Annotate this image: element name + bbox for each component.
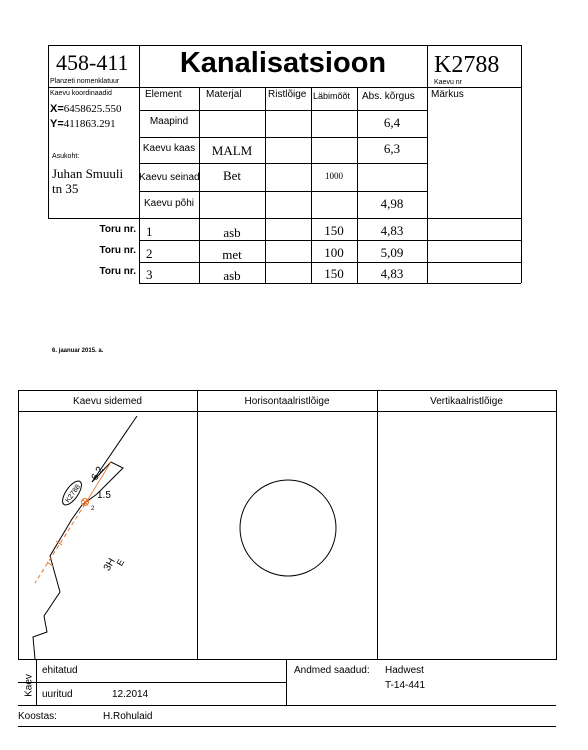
coord-y-label: Y= xyxy=(50,118,64,130)
coord-x-value: 6458625.550 xyxy=(63,103,122,115)
col-header-note: Märkus xyxy=(431,89,464,100)
pipe-number: 1 xyxy=(146,224,153,239)
coord-x-label: X= xyxy=(50,103,64,115)
dim-label: 2 xyxy=(91,506,95,512)
row-material: Bet xyxy=(222,168,242,183)
location-label: Asukoht: xyxy=(52,153,80,160)
row-label: Kaevu kaas xyxy=(142,143,196,154)
col-header-abs: Abs. kõrgus xyxy=(362,91,415,102)
coords-label: Kaevu koordinaadid xyxy=(50,90,112,97)
dim-label: 6.2 xyxy=(89,464,107,483)
row-label: Kaevu põhi xyxy=(143,198,195,209)
building-outline xyxy=(33,416,137,659)
row-label: Kaevu seinad xyxy=(139,172,200,183)
well-number: K2788 xyxy=(434,52,500,78)
pipe-abs: 5,09 xyxy=(380,245,404,260)
pipe-diameter: 150 xyxy=(324,223,344,238)
data-from-label: Andmed saadud: xyxy=(294,665,370,676)
nomenclature-label: Planzeti nomenklatuur xyxy=(50,78,120,85)
location-line2: tn 35 xyxy=(52,181,79,196)
compiled-label: Koostas: xyxy=(18,711,57,722)
col-header-element: Element xyxy=(145,89,182,100)
pipe-label: Toru nr. xyxy=(99,224,136,235)
built-label: ehitatud xyxy=(42,665,78,676)
pipe-material: met xyxy=(222,247,242,262)
pipe-abs: 4,83 xyxy=(380,223,404,238)
dim-label: 1.5 xyxy=(97,490,111,501)
data-from-value: T-14-441 xyxy=(385,680,426,691)
page-title: Kanalisatsioon xyxy=(179,47,387,79)
pipe-number: 3 xyxy=(146,267,153,282)
well-number-label: Kaevu nr xyxy=(434,79,463,86)
pipe-diameter: 100 xyxy=(324,245,344,260)
row-abs: 6,4 xyxy=(383,115,401,130)
horizontal-section-circle xyxy=(240,480,336,576)
building-label: E xyxy=(114,557,127,568)
well-label: K2788 xyxy=(64,483,82,505)
col-title-horizontal: Horisontaalristlõige xyxy=(244,396,330,407)
document-date: 6. jaanuar 2015. a. xyxy=(52,348,104,354)
pipe-abs: 4,83 xyxy=(380,266,404,281)
row-label: Maapind xyxy=(149,116,189,127)
row-abs: 4,98 xyxy=(380,196,404,211)
row-abs: 6,3 xyxy=(383,141,401,156)
pipe-label: Toru nr. xyxy=(99,245,136,256)
compiled-value: H.Rohulaid xyxy=(103,711,153,722)
footer-side-label: Kaev xyxy=(23,674,35,697)
pipe-label: Toru nr. xyxy=(99,266,136,277)
row-material: MALM xyxy=(211,143,253,158)
nomenclature-code: 458-411 xyxy=(56,50,129,75)
col-header-diameter: Läbimõõt xyxy=(313,91,351,101)
surveyed-date: 12.2014 xyxy=(112,689,149,700)
row-diameter: 1000 xyxy=(325,171,343,181)
col-title-connections: Kaevu sidemed xyxy=(73,396,142,407)
pipe-material: asb xyxy=(223,225,241,240)
pipe-diameter: 150 xyxy=(324,266,344,281)
data-from-value: Hadwest xyxy=(385,665,424,676)
pipe-number: 2 xyxy=(146,246,153,261)
col-header-cross: Ristlõige xyxy=(268,89,307,100)
building-label: 3H xyxy=(101,556,118,574)
col-header-material: Materjal xyxy=(206,89,242,100)
col-title-vertical: Vertikaalristlõige xyxy=(430,396,503,407)
pipe-material: asb xyxy=(223,268,241,283)
surveyed-label: uuritud xyxy=(42,689,73,700)
location-line1: Juhan Smuuli xyxy=(52,166,124,181)
coord-y-value: 411863.291 xyxy=(63,118,116,130)
